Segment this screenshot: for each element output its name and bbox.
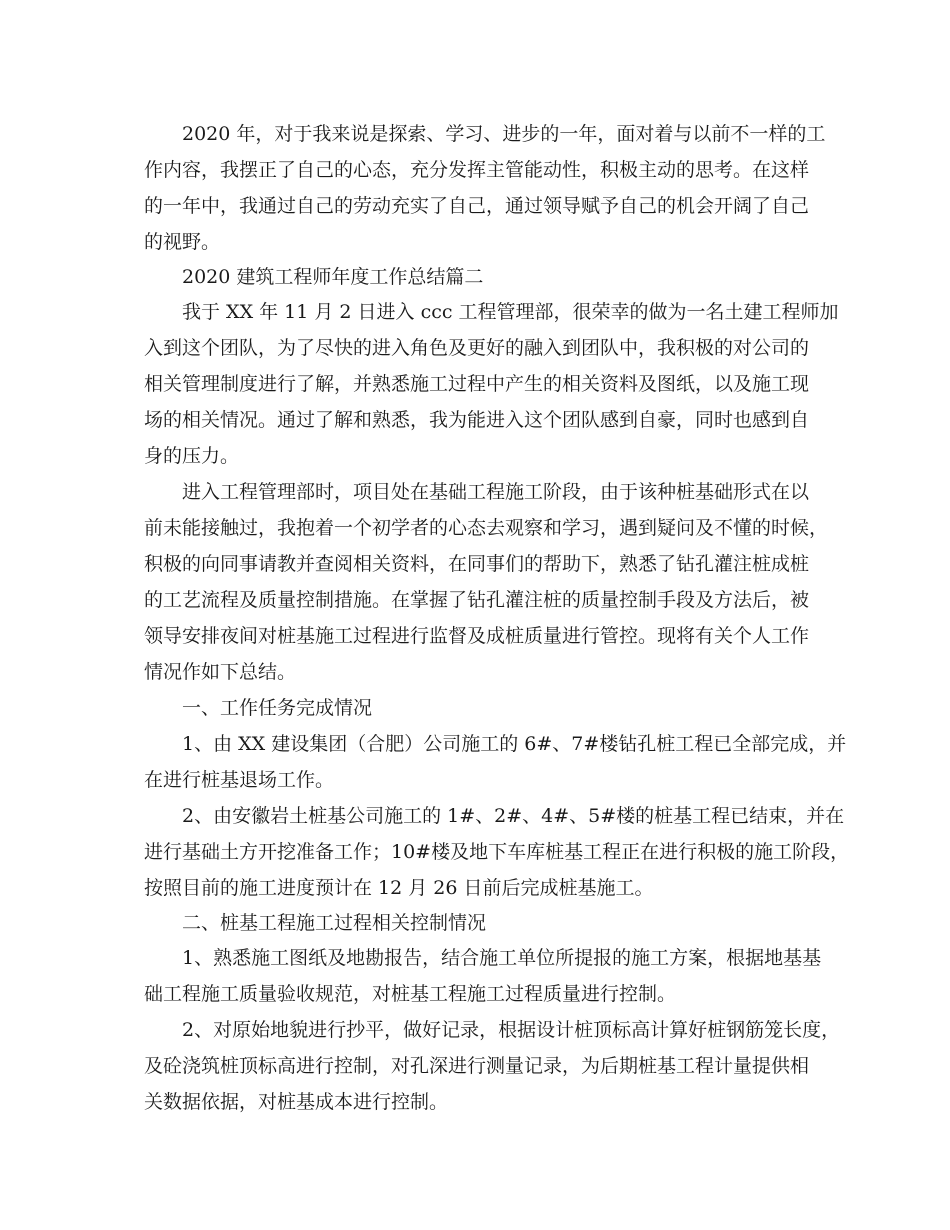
paragraph-line: 在进行桩基退场工作。 <box>144 769 335 791</box>
paragraph-line: 2、对原始地貌进行抄平，做好记录，根据设计桩顶标高计算好桩钢筋笼长度， <box>182 1019 841 1041</box>
paragraph-line: 的视野。 <box>144 231 221 253</box>
paragraph-line: 场的相关情况。通过了解和熟悉，我为能进入这个团队感到自豪，同时也感到自 <box>144 409 810 431</box>
paragraph-line: 积极的向同事请教并查阅相关资料，在同事们的帮助下，熟悉了钻孔灌注桩成桩 <box>144 553 810 575</box>
paragraph-line: 1、由 XX 建设集团（合肥）公司施工的 6#、7#楼钻孔桩工程已全部完成，并 <box>182 733 847 755</box>
paragraph-line: 2020 年，对于我来说是探索、学习、进步的一年，面对着与以前不一样的工 <box>182 123 826 145</box>
paragraph-line: 相关管理制度进行了解，并熟悉施工过程中产生的相关资料及图纸，以及施工现 <box>144 373 810 395</box>
paragraph-line: 的工艺流程及质量控制措施。在掌握了钻孔灌注桩的质量控制手段及方法后，被 <box>144 589 810 611</box>
paragraph-line: 础工程施工质量验收规范，对桩基工程施工过程质量进行控制。 <box>144 983 677 1005</box>
paragraph-line: 1、熟悉施工图纸及地勘报告，结合施工单位所提报的施工方案，根据地基基 <box>182 947 822 969</box>
paragraph-line: 按照目前的施工进度预计在 12 月 26 日前后完成桩基施工。 <box>144 877 654 899</box>
paragraph-line: 2、由安徽岩土桩基公司施工的 1#、2#、4#、5#楼的桩基工程已结束，并在 <box>182 805 845 827</box>
paragraph-line: 我于 XX 年 11 月 2 日进入 ccc 工程管理部，很荣幸的做为一名土建工程师加 <box>182 301 839 323</box>
paragraph-line: 关数据依据，对桩基成本进行控制。 <box>144 1091 449 1113</box>
paragraph-line: 前未能接触过，我抱着一个初学者的心态去观察和学习，遇到疑问及不懂的时候， <box>144 517 829 539</box>
paragraph-line: 情况作如下总结。 <box>144 661 297 683</box>
paragraph-line: 进行基础土方开挖准备工作；10#楼及地下车库桩基工程正在进行积极的施工阶段， <box>144 841 850 863</box>
section-heading: 二、桩基工程施工过程相关控制情况 <box>182 912 487 934</box>
paragraph-line: 领导安排夜间对桩基施工过程进行监督及成桩质量进行管控。现将有关个人工作 <box>144 625 810 647</box>
paragraph-line: 作内容，我摆正了自己的心态，充分发挥主管能动性，积极主动的思考。在这样 <box>144 159 810 181</box>
paragraph-line: 入到这个团队，为了尽快的进入角色及更好的融入到团队中，我积极的对公司的 <box>144 337 810 359</box>
paragraph-line: 及砼浇筑桩顶标高进行控制，对孔深进行测量记录，为后期桩基工程计量提供相 <box>144 1055 810 1077</box>
section-heading: 2020 建筑工程师年度工作总结篇二 <box>182 266 484 288</box>
paragraph-line: 身的压力。 <box>144 445 240 467</box>
paragraph-line: 的一年中，我通过自己的劳动充实了自己，通过领导赋予自己的机会开阔了自己 <box>144 195 810 217</box>
paragraph-line: 进入工程管理部时，项目处在基础工程施工阶段，由于该种桩基础形式在以 <box>182 481 810 503</box>
section-heading: 一、工作任务完成情况 <box>182 697 373 719</box>
